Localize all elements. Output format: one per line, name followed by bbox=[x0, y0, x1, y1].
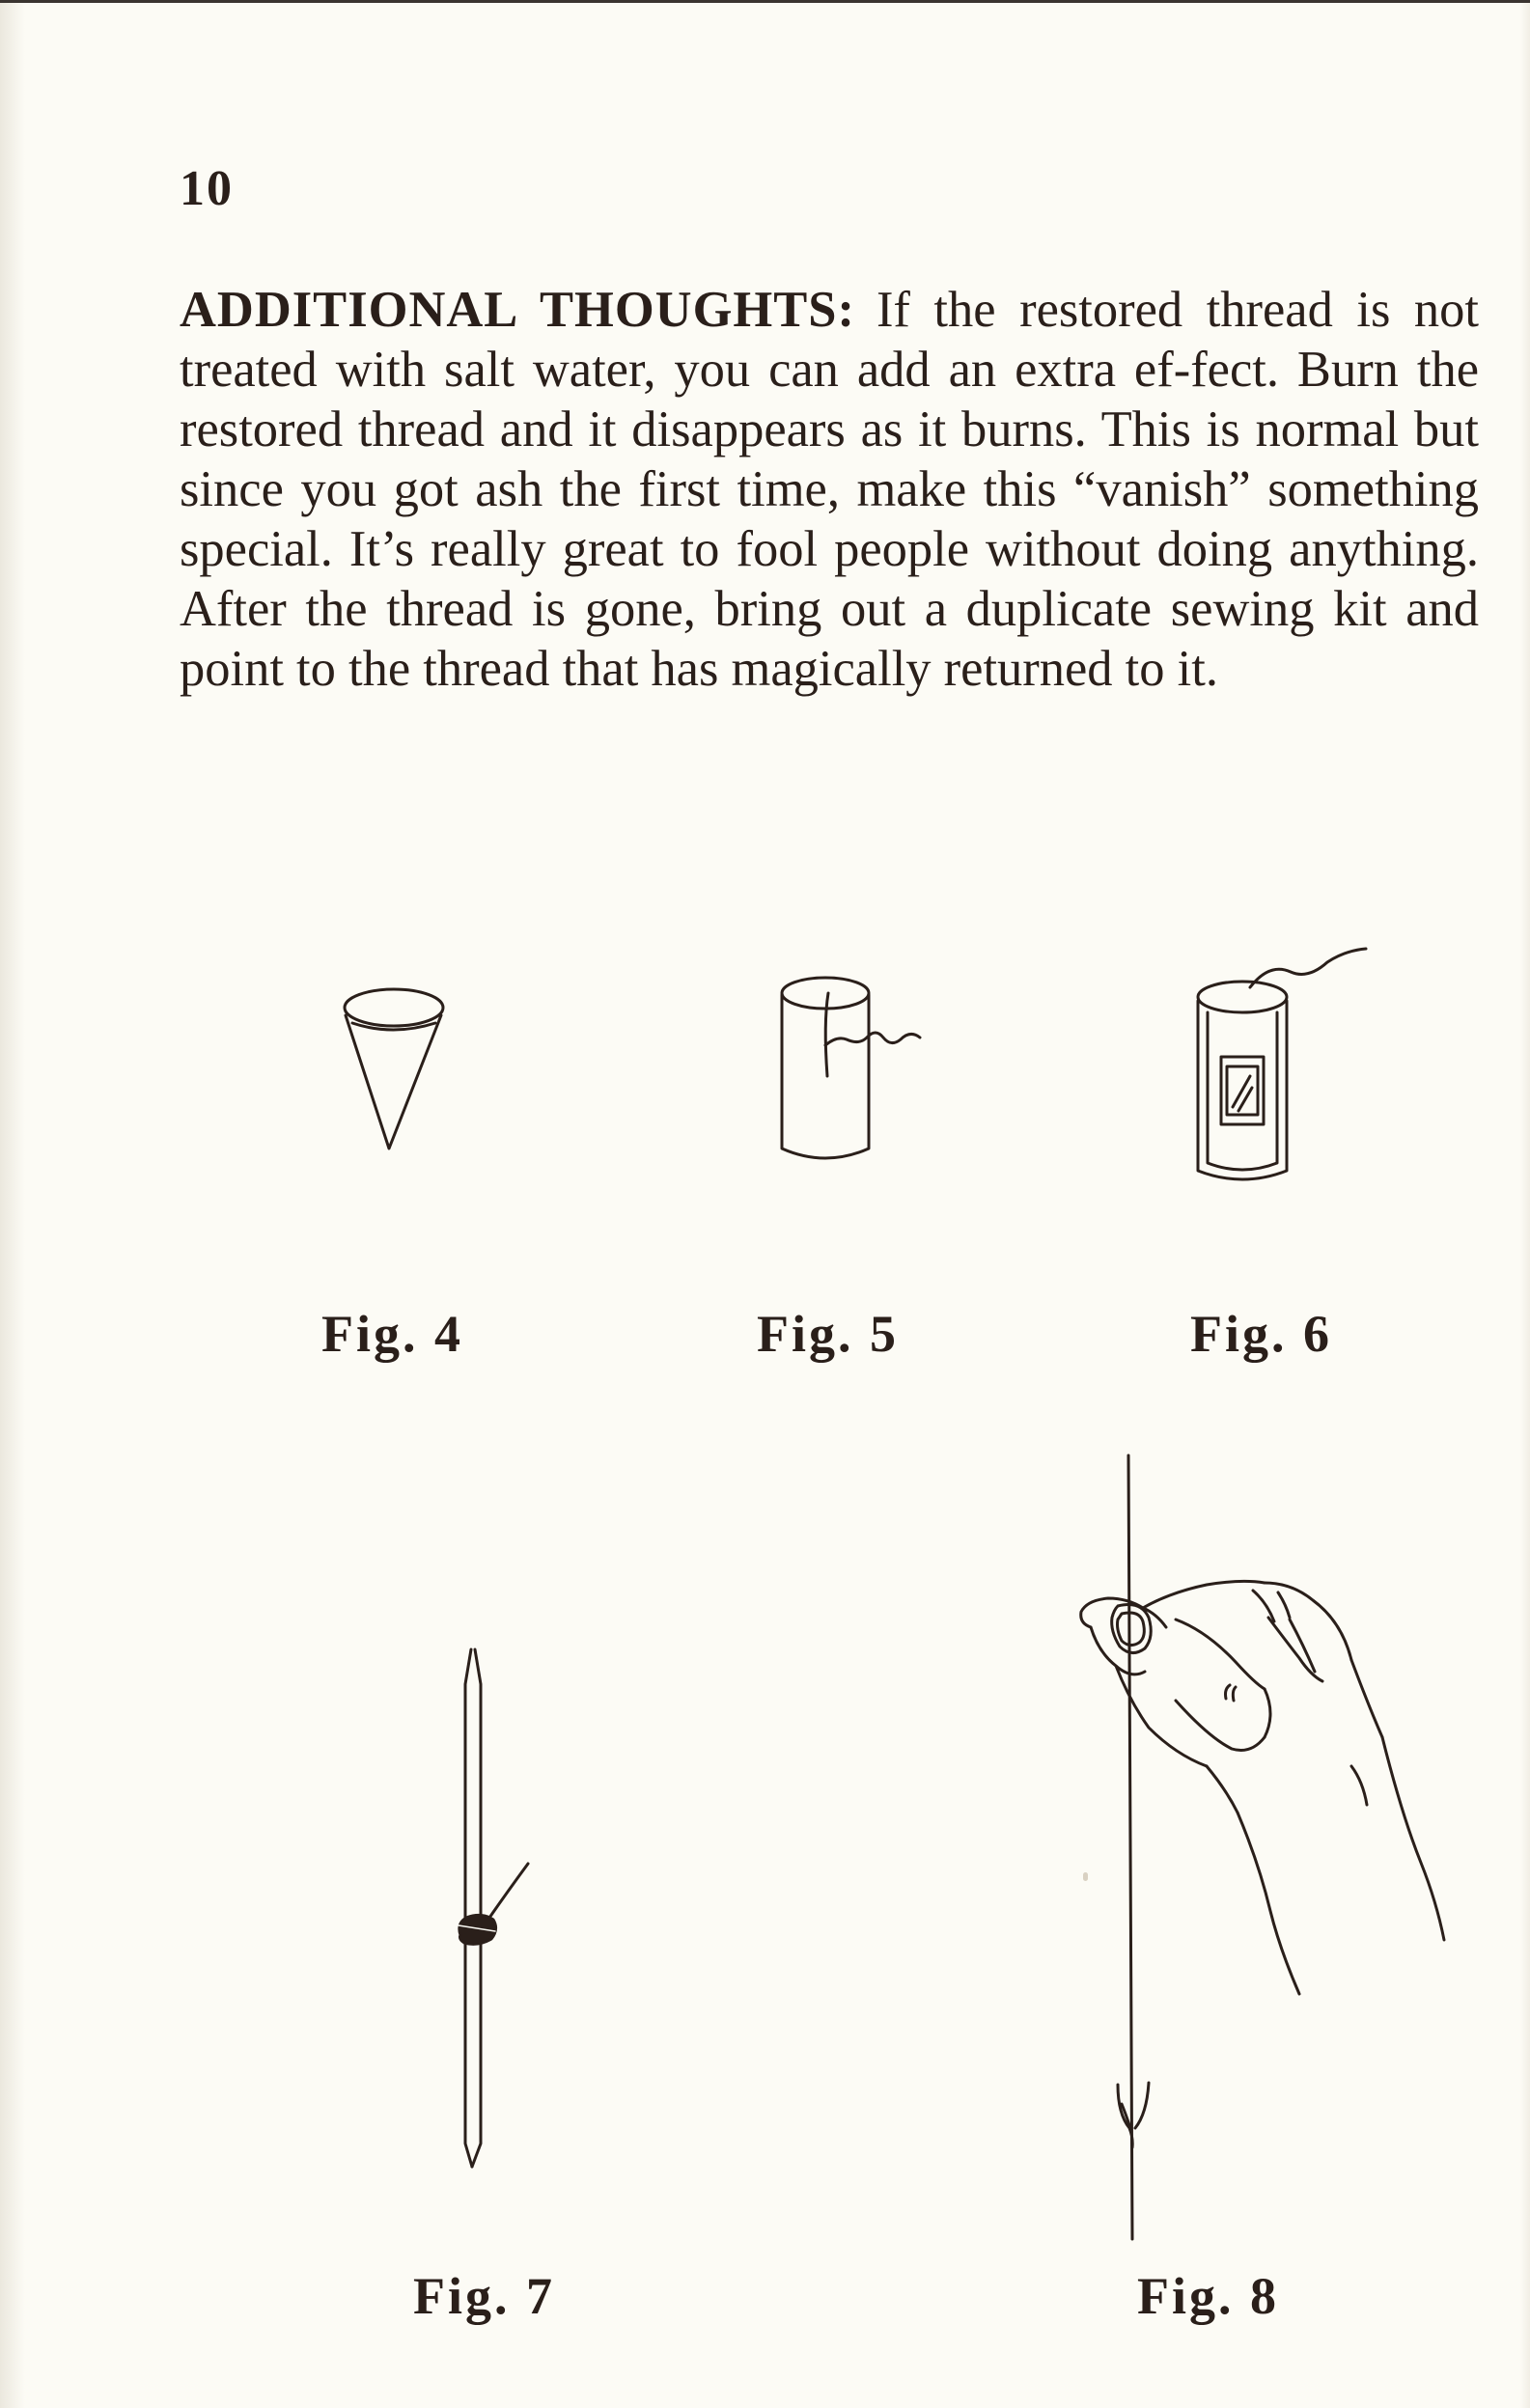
top-rule bbox=[0, 0, 1530, 3]
thread-with-knot-icon bbox=[439, 1646, 555, 2172]
fig-7-caption: Fig. 7 bbox=[413, 2267, 555, 2325]
hand-holding-thread-icon bbox=[1062, 1448, 1448, 2249]
page-edge-right bbox=[1520, 0, 1530, 2408]
fig-8-caption: Fig. 8 bbox=[1137, 2267, 1279, 2325]
body-paragraph bbox=[180, 280, 1479, 699]
paper-tube-with-thread-icon bbox=[767, 970, 960, 1173]
sewing-kit-tube-icon bbox=[1182, 941, 1376, 1192]
fig-5-caption: Fig. 5 bbox=[757, 1305, 899, 1363]
paragraph-text: If the restored thread is not treated with salt water, you can add an extra ef-fect. Burn the restored thread and it disappears as it burns. This is normal but since you got ash the first time, make this “vanish” something special. It’s really great to fool people without doing anything. After the thread is gone, bring out a duplicate sewing kit and point to the thread that has magically returned to it. bbox=[180, 282, 1479, 697]
paragraph-heading: ADDITIONAL THOUGHTS: bbox=[180, 282, 855, 338]
ink-speck bbox=[1083, 1872, 1088, 1881]
fig-4-caption: Fig. 4 bbox=[321, 1305, 463, 1363]
page-edge-shadow bbox=[0, 0, 25, 2408]
fig-6-caption: Fig. 6 bbox=[1190, 1305, 1332, 1363]
paper-cone-icon bbox=[333, 975, 459, 1168]
page-number: 10 bbox=[180, 161, 234, 216]
